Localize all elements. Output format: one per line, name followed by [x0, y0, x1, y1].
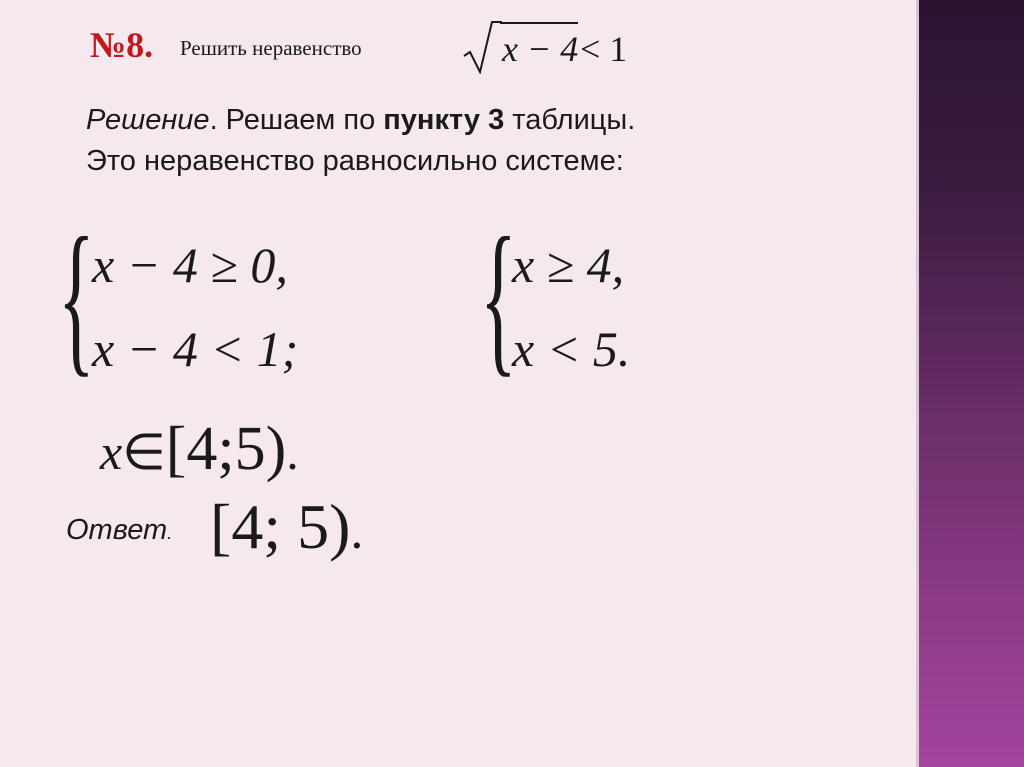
sqrt-bar [500, 22, 578, 24]
left-system-row-1: x − 4 ≥ 0, [92, 237, 288, 293]
right-system-row-1: x ≥ 4, [512, 237, 625, 293]
problem-inequality [462, 18, 652, 74]
problem-number: №8. [90, 25, 154, 65]
answer-interval: [4; 5) [210, 491, 351, 562]
solution-text-b: таблицы. [504, 104, 636, 136]
right-system-brace: { [480, 203, 517, 391]
interval-var: x [100, 424, 123, 480]
radicand: x − 4 [502, 29, 579, 69]
solution-line-2: Это неравенство равносильно системе: [86, 145, 624, 177]
right-system-row-2: x < 5. [512, 321, 631, 377]
interval-value: [4;5) [165, 415, 287, 483]
relation: < 1 [580, 29, 628, 69]
interval-result [100, 414, 299, 485]
left-system-brace: { [58, 203, 95, 391]
interval-symbol: ∈ [122, 424, 166, 480]
decorative-sidebar [916, 0, 1024, 767]
problem-task: Решить неравенство [180, 36, 362, 60]
solution-line-1 [86, 104, 635, 137]
answer-end: . [350, 503, 364, 560]
solution-label: Решение [86, 104, 210, 136]
answer-value [210, 490, 363, 564]
sidebar-divider [916, 0, 919, 767]
sqrt-sign [462, 18, 502, 74]
left-system-row-2: x − 4 < 1; [92, 321, 299, 377]
answer-label: Ответ. [66, 514, 173, 546]
solution-text-a: . Решаем по [209, 104, 384, 136]
solution-bold: пункту 3 [383, 104, 505, 136]
interval-end: . [286, 424, 299, 480]
